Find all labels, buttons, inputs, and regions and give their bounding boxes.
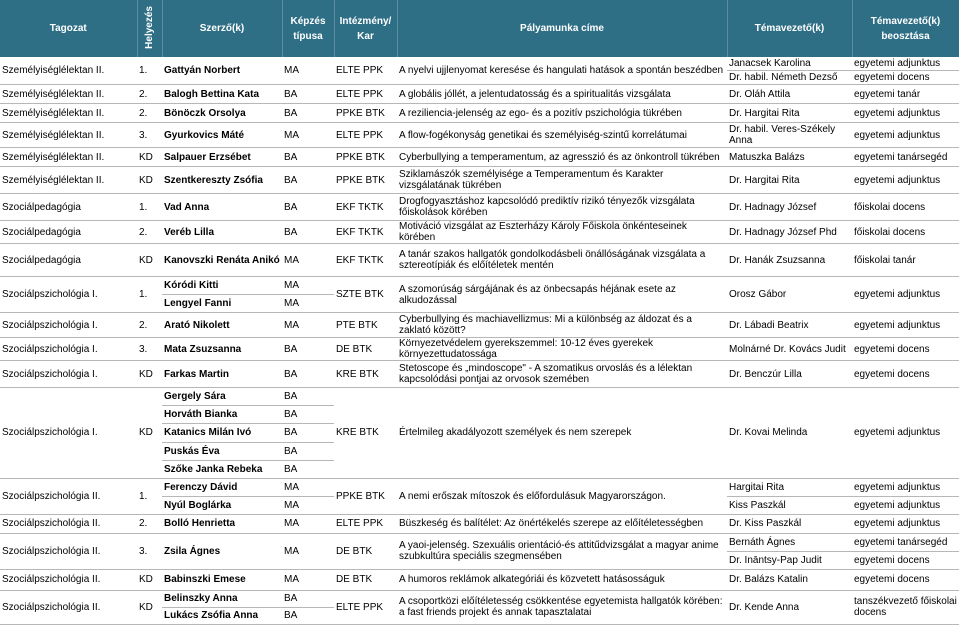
temavezeto-name: Dr. Ināntsy-Pap Judit — [729, 554, 822, 566]
temavezeto-rank: egyetemi adjunktus — [854, 107, 941, 119]
helyezes-cell: KD — [137, 148, 162, 167]
author-name: Bolló Henrietta — [164, 518, 236, 530]
palyamunka-cell: A tanár szakos hallgatók gondolkodásbeli önállóságának vizsgálata a sztereotípiák és előítéletek mentén — [397, 244, 727, 277]
intezmeny-cell: ELTE PPK — [334, 85, 397, 104]
tagozat-cell: Személyiséglélektan II. — [0, 85, 137, 104]
table-row — [0, 361, 959, 388]
tagozat-cell: Szociálpszichológia II. — [0, 590, 137, 624]
temavezeto-name: Dr. Balázs Katalin — [729, 574, 808, 586]
temavezeto-name: Dr. Kende Anna — [729, 601, 800, 613]
table-row — [0, 478, 959, 514]
tagozat-cell: Szociálpszichológia I. — [0, 361, 137, 388]
tagozat-cell: Szociálpszichológia I. — [0, 313, 137, 338]
intezmeny-cell: PPKE BTK — [334, 478, 397, 514]
intezmeny-cell: ELTE PPK — [334, 57, 397, 85]
author-name: Gattyán Norbert — [164, 65, 241, 76]
helyezes-cell: 1. — [137, 194, 162, 221]
palyamunka-cell: Környezetvédelem gyerekszemmel: 10-12 éves gyerekek környezettudatossága — [397, 338, 727, 361]
author-name: Gergely Sára — [162, 388, 282, 406]
temavezeto-name: Dr. Lábadi Beatrix — [729, 319, 809, 331]
intezmeny-cell: PPKE BTK — [334, 167, 397, 194]
helyezes-cell: 1. — [137, 57, 162, 85]
temavezeto-rank: egyetemi adjunktus — [854, 129, 941, 141]
intezmeny-cell: EKF TKTK — [334, 221, 397, 244]
author-name: Ferenczy Dávid — [162, 479, 282, 497]
temavezeto-rank: egyetemi tanársegéd — [852, 534, 959, 552]
table-row — [0, 313, 959, 338]
intezmeny-cell: ELTE PPK — [334, 123, 397, 148]
intezmeny-cell: DE BTK — [334, 338, 397, 361]
helyezes-cell: 2. — [137, 313, 162, 338]
palyamunka-cell: A yaoi-jelenség. Szexuális orientáció-és attitűdvizsgálat a magyar anime szubkultúra speciális szegmensében — [397, 533, 727, 569]
helyezes-cell: KD — [137, 388, 162, 479]
temavezeto-rank: egyetemi docens — [854, 574, 930, 586]
helyezes-cell: 2. — [137, 514, 162, 533]
kepzes-type: BA — [284, 463, 298, 475]
tagozat-cell: Szociálpszichológia I. — [0, 338, 137, 361]
tagozat-cell: Személyiséglélektan II. — [0, 167, 137, 194]
kepzes-type: BA — [284, 151, 298, 163]
table-row — [0, 194, 959, 221]
helyezes-cell: 3. — [137, 338, 162, 361]
temavezeto-name: Orosz Gábor — [729, 289, 787, 300]
intezmeny-cell: KRE BTK — [334, 388, 397, 479]
kepzes-type: BA — [284, 368, 298, 380]
kepzes-type: MA — [284, 499, 299, 511]
tagozat-cell: Szociálpedagógia — [0, 221, 137, 244]
header-szerzo: Szerző(k) — [162, 0, 282, 57]
palyamunka-cell: A nyelvi ujjlenyomat keresése és hangulati hatások a spontán beszédben — [397, 57, 727, 85]
author-name: Nyúl Boglárka — [164, 499, 232, 511]
header-kepzes: Képzés típusa — [282, 0, 334, 57]
table-row — [0, 338, 959, 361]
table-row — [0, 388, 959, 479]
intezmeny-cell: ELTE PPK — [334, 514, 397, 533]
palyamunka-cell: Stetoscope és „mindoscope" - A szomatikus orvoslás és a lélektan kapcsolódási pontjai az orvosok szemében — [397, 361, 727, 388]
intezmeny-cell: DE BTK — [334, 569, 397, 590]
helyezes-cell: 3. — [137, 533, 162, 569]
table-row — [0, 277, 959, 313]
tagozat-cell: Szociálpszichológia I. — [0, 277, 137, 313]
palyamunka-cell: Büszkeség és balítélet: Az önértékelés szerepe az előítéletességben — [397, 514, 727, 533]
palyamunka-cell: Motiváció vizsgálat az Eszterházy Károly Főiskola önkénteseinek körében — [397, 221, 727, 244]
intezmeny-cell: PTE BTK — [334, 313, 397, 338]
table-row — [0, 514, 959, 533]
temavezeto-name: Dr. Hargitai Rita — [729, 174, 800, 186]
author-name: Katanics Milán Ivó — [162, 424, 282, 442]
author-name: Gyurkovics Máté — [164, 129, 245, 141]
temavezeto-rank: egyetemi adjunktus — [854, 319, 941, 331]
kepzes-type: BA — [282, 406, 334, 424]
temavezeto-rank: egyetemi docens — [854, 343, 930, 355]
palyamunka-cell: A flow-fogékonyság genetikai és személyiség-szintű korrelátumai — [397, 123, 727, 148]
author-name: Horváth Bianka — [162, 406, 282, 424]
author-name: Mata Zsuzsanna — [164, 343, 242, 355]
kepzes-type: BA — [284, 107, 298, 119]
kepzes-type: MA — [284, 129, 299, 141]
temavezeto-rank: egyetemi adjunktus — [852, 57, 959, 71]
temavezeto-name: Janacsek Karolina — [727, 57, 852, 71]
author-name: Arató Nikolett — [164, 319, 230, 331]
temavezeto-name: Dr. Hadnagy József — [729, 201, 817, 213]
kepzes-type: MA — [284, 545, 299, 557]
temavezeto-rank: egyetemi adjunktus — [854, 174, 941, 186]
tagozat-cell: Személyiséglélektan II. — [0, 123, 137, 148]
kepzes-type: MA — [282, 479, 334, 497]
kepzes-type: MA — [282, 277, 334, 295]
helyezes-cell: KD — [137, 244, 162, 277]
temavezeto-rank: egyetemi docens — [854, 72, 930, 83]
palyamunka-cell: A humoros reklámok alkategóriái és közvetett hatásosságuk — [397, 569, 727, 590]
intezmeny-cell: ELTE PPK — [334, 590, 397, 624]
kepzes-type: BA — [284, 226, 298, 238]
palyamunka-cell: Sziklamászók személyisége a Temperamentum és Karakter vizsgálatának tükrében — [397, 167, 727, 194]
header-row — [0, 0, 959, 57]
tagozat-cell: Szociálpszichológia I. — [0, 388, 137, 479]
table-row — [0, 590, 959, 624]
tagozat-cell: Szociálpedagógia — [0, 194, 137, 221]
intezmeny-cell: EKF TKTK — [334, 244, 397, 277]
temavezeto-name: Dr. habil. Németh Dezső — [729, 72, 838, 83]
temavezeto-name: Dr. Hargitai Rita — [729, 107, 800, 119]
author-name: Lukács Zsófia Anna — [164, 610, 259, 622]
kepzes-type: MA — [284, 518, 299, 530]
kepzes-type: MA — [284, 254, 299, 266]
intezmeny-cell: PPKE BTK — [334, 104, 397, 123]
author-name: Balogh Bettina Kata — [164, 88, 260, 100]
header-helyezes: Helyezés — [137, 0, 162, 57]
intezmeny-cell: EKF TKTK — [334, 194, 397, 221]
temavezeto-name: Bernáth Ágnes — [727, 534, 852, 552]
helyezes-cell: KD — [137, 590, 162, 624]
author-name: Szőke Janka Rebeka — [164, 463, 263, 475]
author-name: Bönöczk Orsolya — [164, 107, 246, 119]
kepzes-type: MA — [284, 298, 299, 309]
table-row — [0, 123, 959, 148]
temavezeto-name: Dr. Hanák Zsuzsanna — [729, 254, 826, 266]
kepzes-type: BA — [282, 424, 334, 442]
header-temavezeto: Témavezető(k) — [727, 0, 852, 57]
table-row — [0, 57, 959, 85]
palyamunka-cell: Drogfogyasztáshoz kapcsolódó prediktív rizikó tényezők vizsgálata főiskolások körében — [397, 194, 727, 221]
intezmeny-cell: SZTE BTK — [334, 277, 397, 313]
kepzes-type: BA — [284, 201, 298, 213]
author-name: Belinszky Anna — [162, 591, 282, 608]
helyezes-cell: 1. — [137, 277, 162, 313]
kepzes-type: MA — [284, 319, 299, 331]
palyamunka-cell: Értelmileg akadályozott személyek és nem szerepek — [397, 388, 727, 479]
temavezeto-name: Dr. Hadnagy József Phd — [729, 226, 837, 238]
temavezeto-rank: egyetemi tanársegéd — [854, 151, 948, 163]
table-row — [0, 533, 959, 569]
header-tagozat: Tagozat — [0, 0, 137, 57]
temavezeto-rank: főiskolai docens — [854, 226, 926, 238]
helyezes-cell: KD — [137, 167, 162, 194]
author-name: Farkas Martin — [164, 368, 230, 380]
temavezeto-name: Hargitai Rita — [727, 479, 852, 497]
helyezes-cell: KD — [137, 569, 162, 590]
temavezeto-rank: egyetemi adjunktus — [852, 479, 959, 497]
author-name: Vad Anna — [164, 201, 210, 213]
kepzes-type: BA — [284, 88, 298, 100]
kepzes-type: BA — [282, 443, 334, 461]
temavezeto-name: Dr. Oláh Attila — [729, 88, 791, 100]
temavezeto-rank: főiskolai docens — [854, 201, 926, 213]
helyezes-cell: 2. — [137, 104, 162, 123]
tagozat-cell: Szociálpszichológia II. — [0, 569, 137, 590]
kepzes-type: BA — [282, 388, 334, 406]
tagozat-cell: Személyiséglélektan II. — [0, 104, 137, 123]
palyamunka-cell: Cyberbullying és machiavellizmus: Mi a különbség az áldozat és a zaklató között? — [397, 313, 727, 338]
table-row — [0, 104, 959, 123]
temavezeto-rank: egyetemi adjunktus — [854, 499, 941, 511]
header-beosztas: Témavezető(k) beosztása — [852, 0, 959, 57]
tagozat-cell: Szociálpedagógia — [0, 244, 137, 277]
kepzes-type: MA — [284, 574, 299, 586]
author-name: Lengyel Fanni — [164, 298, 232, 309]
temavezeto-rank: tanszékvezető főiskolai docens — [854, 596, 957, 619]
table-row — [0, 221, 959, 244]
temavezeto-name: Dr. Benczúr Lilla — [729, 368, 802, 380]
temavezeto-rank: egyetemi adjunktus — [854, 427, 941, 439]
temavezeto-rank: egyetemi tanár — [854, 88, 921, 100]
temavezeto-name: Dr. Kovai Melinda — [729, 427, 808, 439]
kepzes-type: BA — [284, 610, 298, 622]
table-row — [0, 85, 959, 104]
helyezes-cell: 3. — [137, 123, 162, 148]
author-name: Kóródi Kitti — [162, 277, 282, 295]
author-name: Szentkereszty Zsófia — [164, 174, 263, 186]
kepzes-type: BA — [282, 591, 334, 608]
temavezeto-name: Kiss Paszkál — [729, 499, 786, 511]
palyamunka-cell: A nemi erőszak mítoszok és előfordulásuk Magyarországon. — [397, 478, 727, 514]
palyamunka-cell: A reziliencia-jelenség az ego- és a pozitív pszichológia tükrében — [397, 104, 727, 123]
table-row — [0, 148, 959, 167]
author-name: Babinszki Emese — [164, 574, 246, 586]
intezmeny-cell: KRE BTK — [334, 361, 397, 388]
temavezeto-rank: egyetemi adjunktus — [854, 289, 941, 300]
author-name: Salpauer Erzsébet — [164, 151, 251, 163]
tagozat-cell: Szociálpszichológia II. — [0, 533, 137, 569]
kepzes-type: BA — [284, 174, 298, 186]
helyezes-cell: 2. — [137, 85, 162, 104]
temavezeto-name: Dr. habil. Veres-Székely Anna — [729, 124, 836, 146]
temavezeto-name: Molnárné Dr. Kovács Judit — [729, 343, 846, 355]
author-name: Zsila Ágnes — [164, 545, 221, 557]
kepzes-type: MA — [284, 65, 299, 76]
tagozat-cell: Személyiséglélektan II. — [0, 148, 137, 167]
tagozat-cell: Személyiséglélektan II. — [0, 57, 137, 85]
table-row — [0, 569, 959, 590]
helyezes-cell: 2. — [137, 221, 162, 244]
temavezeto-rank: egyetemi docens — [854, 368, 930, 380]
temavezeto-rank: egyetemi adjunktus — [854, 518, 941, 530]
author-name: Veréb Lilla — [164, 226, 215, 238]
header-intezmeny: Intézmény/ Kar — [334, 0, 397, 57]
author-name: Puskás Éva — [162, 443, 282, 461]
author-name: Kanovszki Renáta Anikó — [164, 254, 280, 266]
intezmeny-cell: DE BTK — [334, 533, 397, 569]
palyamunka-cell: A szomorúság sárgájának és az önbecsapás héjának esete az alkudozással — [397, 277, 727, 313]
temavezeto-rank: főiskolai tanár — [854, 254, 916, 266]
tagozat-cell: Szociálpszichológia II. — [0, 514, 137, 533]
palyamunka-cell: A csoportközi előítéletesség csökkentése egyetemista hallgatók körében: a fast friends projekt és annak tapasztalatai — [397, 590, 727, 624]
helyezes-cell: KD — [137, 361, 162, 388]
palyamunka-cell: A globális jóllét, a jelentudatosság és a spiritualitás vizsgálata — [397, 85, 727, 104]
table-row — [0, 244, 959, 277]
tagozat-cell: Szociálpszichológia II. — [0, 478, 137, 514]
temavezeto-name: Dr. Kiss Paszkál — [729, 518, 802, 530]
kepzes-type: BA — [284, 343, 298, 355]
helyezes-cell: 1. — [137, 478, 162, 514]
intezmeny-cell: PPKE BTK — [334, 148, 397, 167]
table-row — [0, 167, 959, 194]
temavezeto-rank: egyetemi docens — [854, 554, 930, 566]
palyamunka-cell: Cyberbullying a temperamentum, az agresszió és az önkontroll tükrében — [397, 148, 727, 167]
header-palyamunka: Pályamunka címe — [397, 0, 727, 57]
temavezeto-name: Matuszka Balázs — [729, 151, 805, 163]
